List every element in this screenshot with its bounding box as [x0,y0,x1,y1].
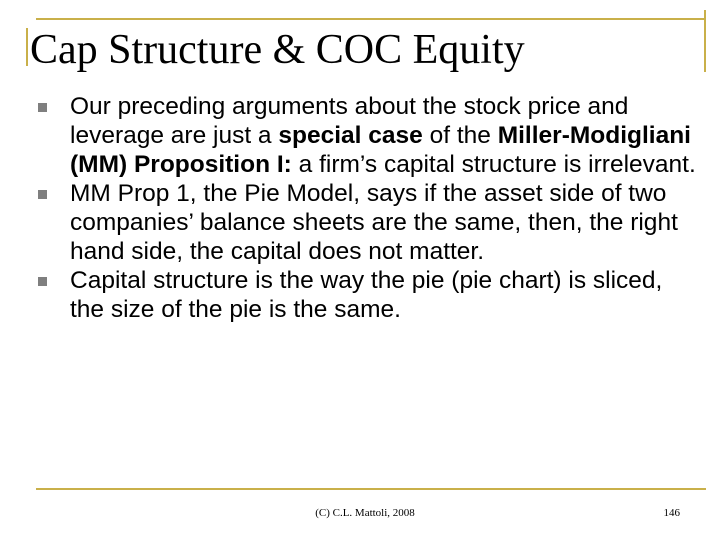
bullet-1-emphasis-mm-proposition: Miller-Modigliani (MM) Proposition I: [70,122,691,178]
bullet-text-2: MM Prop 1, the Pie Model, says if the asset side of two companies’ balance sheets are the same, then, the right hand side, the capital does not matter. [70,180,678,265]
title-rule-top [36,18,706,20]
bullet-1-emphasis-special-case: special case [278,122,423,149]
bullet-item-2 [38,179,698,266]
page-number: 146 [663,507,680,519]
bullet-text-1 [70,93,696,178]
square-bullet-icon [38,103,47,112]
footer-credit: (C) C.L. Mattoli, 2008 [315,507,415,519]
bullet-1-part-3: of the [422,122,498,149]
bullet-1-part-5: a firm’s capital structure is irrelevant. [291,151,696,178]
footer-rule [36,488,706,490]
bullet-item-3 [38,266,698,324]
square-bullet-icon [38,190,47,199]
bullet-item-1 [38,92,698,179]
bullet-1-part-1: Our preceding arguments about the stock price and leverage are just a [70,93,629,149]
title-rule-right [704,10,706,72]
bullet-list [38,92,698,324]
square-bullet-icon [38,277,47,286]
title-rule-left [26,28,28,66]
slide-title: Cap Structure & COC Equity [30,27,525,73]
bullet-text-3: Capital structure is the way the pie (pie chart) is sliced, the size of the pie is the same. [70,267,663,323]
